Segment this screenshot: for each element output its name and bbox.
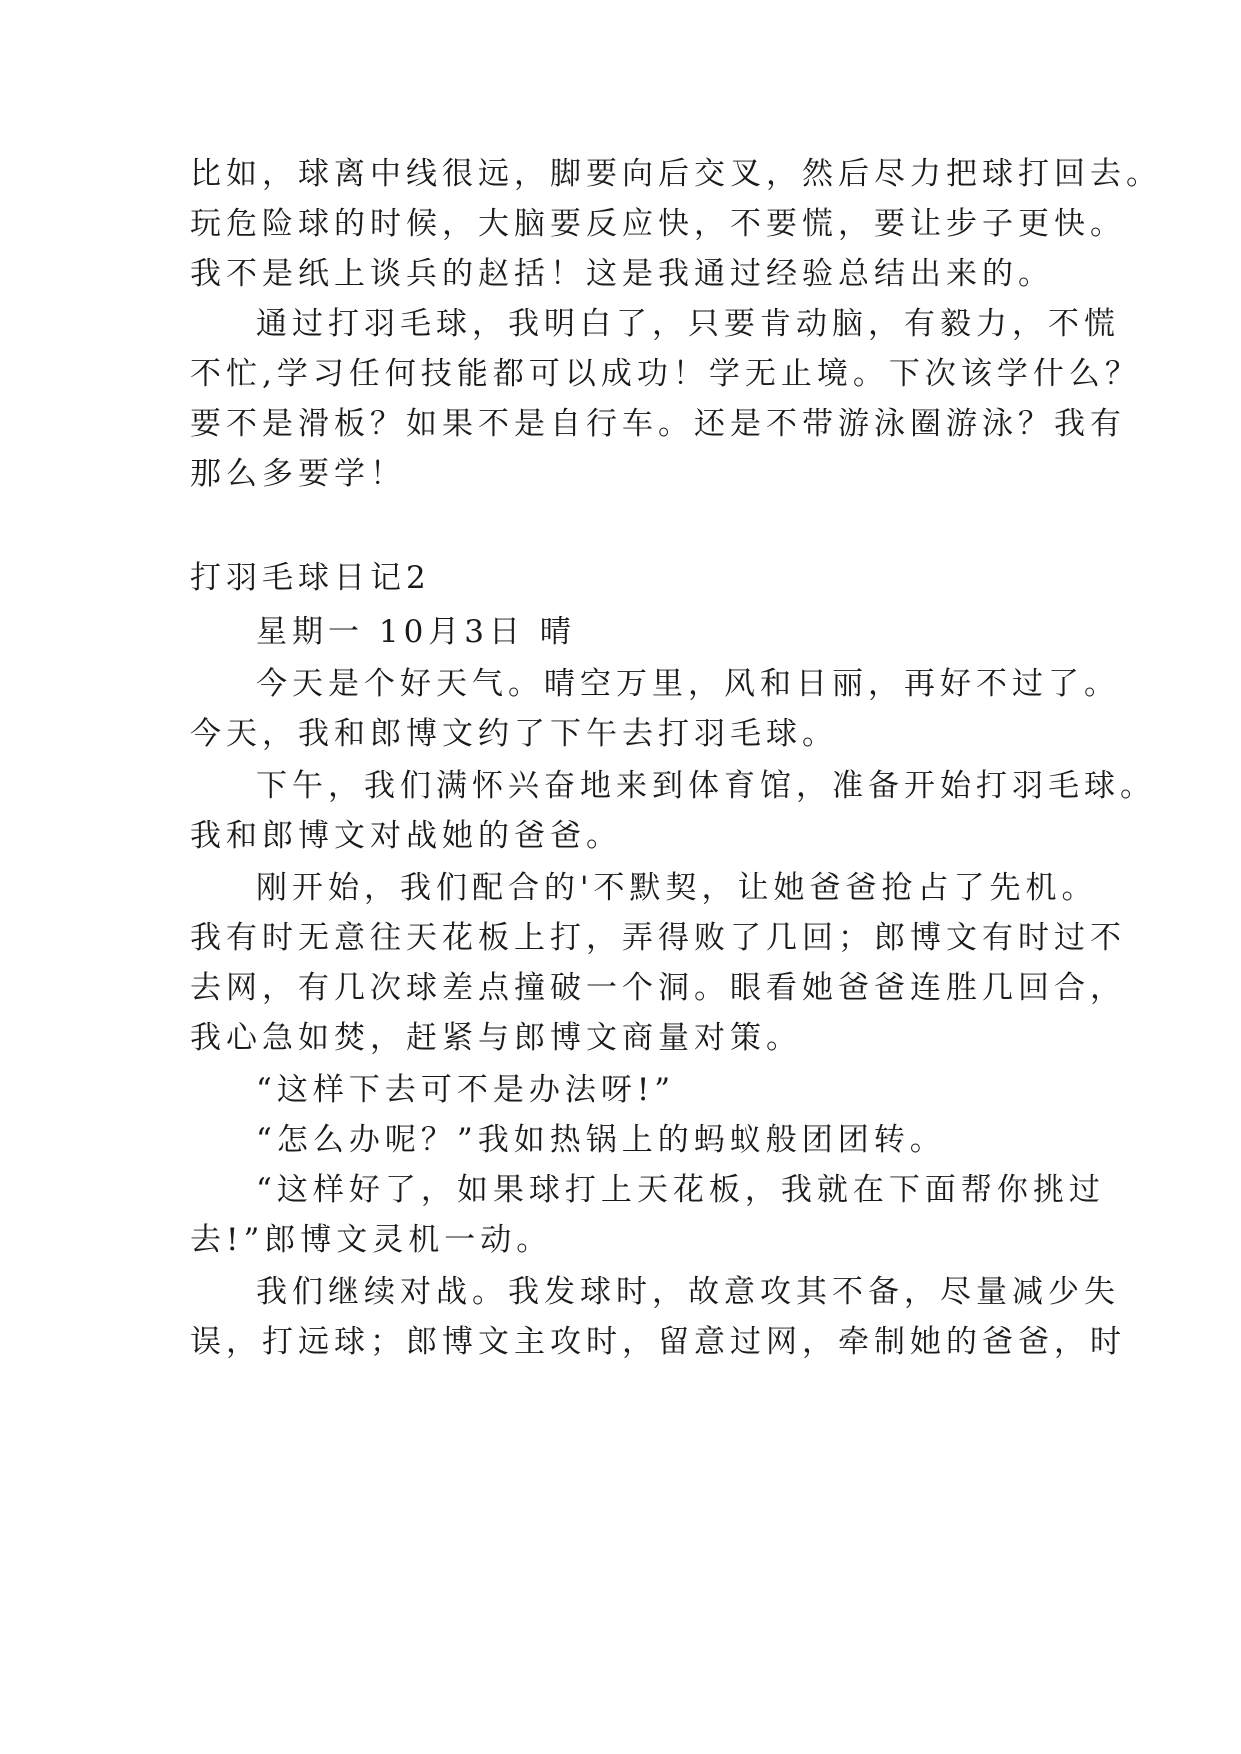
text-line: 去网，有几次球差点撞破一个洞。眼看她爸爸连胜几回合， [190, 970, 1126, 1006]
text-line: 今天，我和郎博文约了下午去打羽毛球。 [190, 716, 838, 752]
section-heading: 打羽毛球日记2 [190, 560, 431, 596]
text-line: 我心急如焚，赶紧与郎博文商量对策。 [190, 1020, 802, 1056]
text-line: 刚开始，我们配合的'不默契，让她爸爸抢占了先机。 [256, 870, 1098, 906]
text-line: 玩危险球的时候，大脑要反应快，不要慌，要让步子更快。 [190, 206, 1126, 242]
text-line: 比如，球离中线很远，脚要向后交叉，然后尽力把球打回去。 [190, 156, 1162, 192]
text-line: 我们继续对战。我发球时，故意攻其不备，尽量减少失 [256, 1274, 1120, 1310]
text-line: 我有时无意往天花板上打，弄得败了几回；郎博文有时过不 [190, 920, 1126, 956]
text-line: 不忙,学习任何技能都可以成功！学无止境。下次该学什么？ [190, 356, 1141, 392]
date-line: 星期一 10月3日 晴 [256, 614, 576, 650]
text-line: 今天是个好天气。晴空万里，风和日丽，再好不过了。 [256, 666, 1120, 702]
text-line: 我不是纸上谈兵的赵括！这是我通过经验总结出来的。 [190, 256, 1054, 292]
text-line: “这样好了，如果球打上天花板，我就在下面帮你挑过 [256, 1172, 1105, 1208]
text-line: 我和郎博文对战她的爸爸。 [190, 818, 622, 854]
text-line: 那么多要学！ [190, 456, 406, 492]
text-line: 去!”郎博文灵机一动。 [190, 1222, 553, 1258]
text-line: 误，打远球；郎博文主攻时，留意过网，牵制她的爸爸，时 [190, 1324, 1126, 1360]
text-line: “这样下去可不是办法呀!” [256, 1072, 676, 1108]
text-line: “怎么办呢？”我如热锅上的蚂蚁般团团转。 [256, 1122, 946, 1158]
text-line: 下午，我们满怀兴奋地来到体育馆，准备开始打羽毛球。 [256, 768, 1156, 804]
text-line: 通过打羽毛球，我明白了，只要肯动脑，有毅力，不慌 [256, 306, 1120, 342]
text-line: 要不是滑板？如果不是自行车。还是不带游泳圈游泳？我有 [190, 406, 1126, 442]
